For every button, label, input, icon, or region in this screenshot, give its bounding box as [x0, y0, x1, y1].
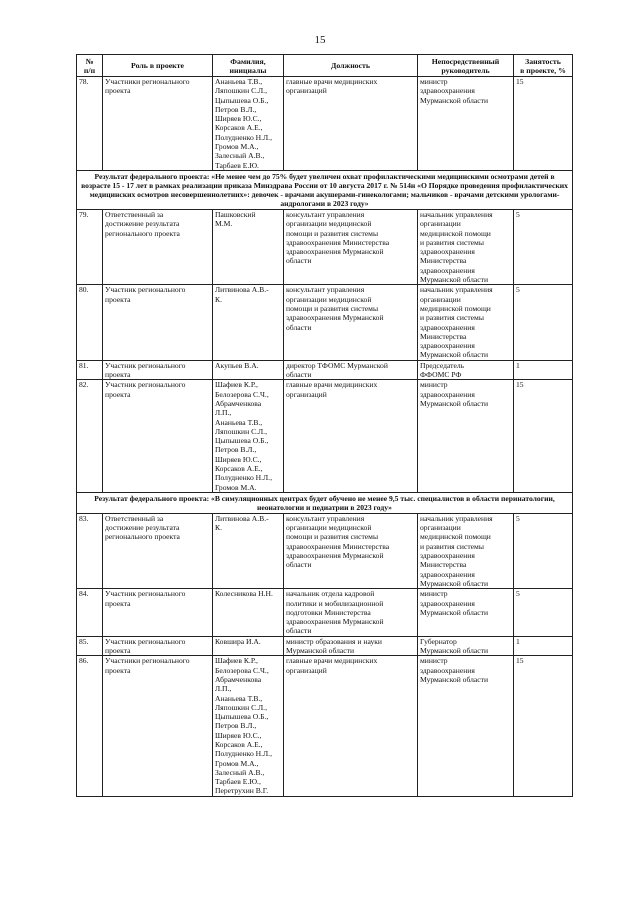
table-row [77, 77, 573, 171]
row-name: Ковшира И.А. [213, 636, 284, 656]
table-row [77, 380, 573, 493]
table-row [77, 209, 573, 284]
row-employment: 5 [514, 285, 573, 360]
row-role: Ответственный за достижение результата регионального проекта [103, 513, 213, 588]
row-employment: 15 [514, 380, 573, 493]
row-supervisor: Председатель ФФОМС РФ [418, 360, 514, 380]
row-role: Ответственный за достижение результата регионального проекта [103, 209, 213, 284]
row-supervisor: министр здравоохранения Мурманской области [418, 656, 514, 796]
row-position: начальник отдела кадровой политики и мобилизационной подготовки Министерства здравоохранения Мурманской области [284, 589, 418, 636]
row-supervisor: начальник управления организации медицинской помощи и развития системы здравоохранения Министерства здравоохранения Мурманской области [418, 513, 514, 588]
table-row [77, 285, 573, 360]
row-employment: 1 [514, 636, 573, 656]
row-role: Участники регионального проекта [103, 77, 213, 171]
row-number: 82. [77, 380, 103, 493]
header-number: № п/п [77, 55, 103, 77]
header-role: Роль в проекте [103, 55, 213, 77]
table-row [77, 513, 573, 588]
table-header-row [77, 55, 573, 77]
row-role: Участники регионального проекта [103, 656, 213, 796]
row-position: консультант управления организации медицинской помощи и развития системы здравоохранения Министерства здравоохранения Мурманской области [284, 513, 418, 588]
row-number: 80. [77, 285, 103, 360]
row-name: Акупьев В.А. [213, 360, 284, 380]
row-number: 79. [77, 209, 103, 284]
federal-result-row [77, 492, 573, 513]
table-row [77, 360, 573, 380]
participants-table [76, 54, 573, 797]
row-number: 86. [77, 656, 103, 796]
row-supervisor: Губернатор Мурманской области [418, 636, 514, 656]
table-row [77, 636, 573, 656]
table-row [77, 656, 573, 796]
row-employment: 5 [514, 513, 573, 588]
row-employment: 1 [514, 360, 573, 380]
row-number: 78. [77, 77, 103, 171]
row-name: Ананьева Т.В., Ляпошкин С.Л., Цыпышева О.Б., Петров В.Л., Ширяев Ю.С., Корсаков А.Е., Полудненко Н.Л., Громов М.А., Залесный А.В., Тарбаев Е.Ю. [213, 77, 284, 171]
row-name: Литвинова А.В.- К. [213, 513, 284, 588]
row-name: Шафиев К.Р., Белозерова С.Ч., Абрамченкова Л.П., Ананьева Т.В., Ляпошкин С.Л., Цыпышева О.Б., Петров В.Л., Ширяев Ю.С., Корсаков А.Е., Полудненко Н.Л., Громов М.А. [213, 380, 284, 493]
header-supervisor: Непосредственный руководитель [418, 55, 514, 77]
row-position: главные врачи медицинских организаций [284, 380, 418, 493]
page-number: 15 [314, 34, 326, 46]
header-position: Должность [284, 55, 418, 77]
row-role: Участник регионального проекта [103, 285, 213, 360]
row-employment: 5 [514, 589, 573, 636]
row-role: Участник регионального проекта [103, 589, 213, 636]
row-supervisor: министр здравоохранения Мурманской области [418, 77, 514, 171]
row-number: 84. [77, 589, 103, 636]
row-position: министр образования и науки Мурманской области [284, 636, 418, 656]
row-supervisor: министр здравоохранения Мурманской области [418, 589, 514, 636]
row-name: Колесникова Н.Н. [213, 589, 284, 636]
row-role: Участник регионального проекта [103, 360, 213, 380]
row-supervisor: начальник управления организации медицинской помощи и развития системы здравоохранения Министерства здравоохранения Мурманской области [418, 209, 514, 284]
federal-result-text: Результат федерального проекта: «В симуляционных центрах будет обучено не менее 9,5 тыс. специалистов в области перинатологии, неонатологии и педиатрии в 2023 году» [77, 492, 573, 513]
row-supervisor: начальник управления организации медицинской помощи и развития системы здравоохранения Министерства здравоохранения Мурманской области [418, 285, 514, 360]
header-name: Фамилия, инициалы [213, 55, 284, 77]
row-number: 85. [77, 636, 103, 656]
row-supervisor: министр здравоохранения Мурманской области [418, 380, 514, 493]
row-number: 83. [77, 513, 103, 588]
federal-result-row [77, 170, 573, 209]
row-position: главные врачи медицинских организаций [284, 656, 418, 796]
table-row [77, 589, 573, 636]
row-role: Участник регионального проекта [103, 636, 213, 656]
federal-result-text: Результат федерального проекта: «Не менее чем до 75% будет увеличен охват профилактическими медицинскими осмотрами детей в возрасте 15 - 17 лет в рамках реализации приказа Минздрава России от 10 августа 2017 г. № 514н «О Порядке проведения профилактических медицинских осмотров несовершеннолетних»: девочек - врачами акушерами-гинекологами; мальчиков - врачами детскими урологами-андрологами в 2023 году» [77, 170, 573, 209]
row-role: Участник регионального проекта [103, 380, 213, 493]
row-position: консультант управления организации медицинской помощи и развития системы здравоохранения Мурманской области [284, 285, 418, 360]
row-position: директор ТФОМС Мурманской области [284, 360, 418, 380]
row-employment: 15 [514, 656, 573, 796]
row-name: Литвинова А.В.- К. [213, 285, 284, 360]
row-position: главные врачи медицинских организаций [284, 77, 418, 171]
row-number: 81. [77, 360, 103, 380]
header-employment: Занятость в проекте, % [514, 55, 573, 77]
row-employment: 15 [514, 77, 573, 171]
row-name: Шафиев К.Р., Белозерова С.Ч., Абрамченкова Л.П., Ананьева Т.В., Ляпошкин С.Л., Цыпышева О.Б., Петров В.Л., Ширяев Ю.С., Корсаков А.Е., Полудненко Н.Л., Громов М.А., Залесный А.В., Тарбаев Е.Ю., Перетрухин В.Г. [213, 656, 284, 796]
row-name: Пашковский М.М. [213, 209, 284, 284]
row-employment: 5 [514, 209, 573, 284]
row-position: консультант управления организации медицинской помощи и развития системы здравоохранения Министерства здравоохранения Мурманской области [284, 209, 418, 284]
